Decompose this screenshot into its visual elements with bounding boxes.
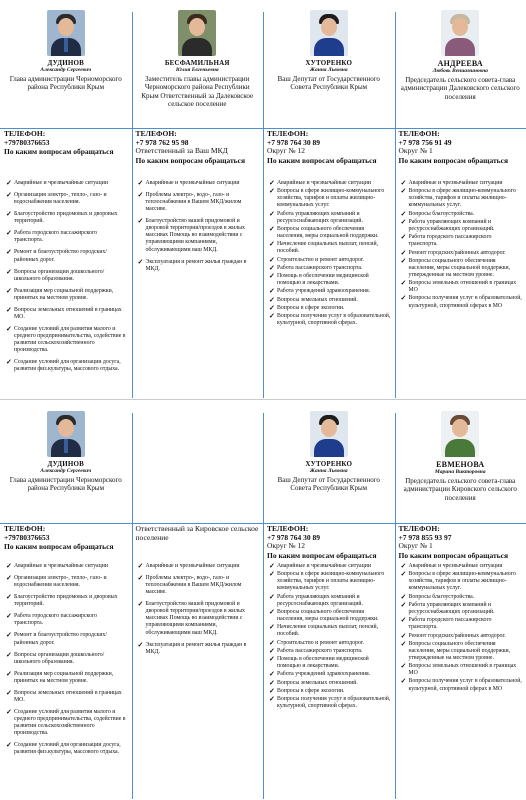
photo-body — [445, 439, 475, 457]
questions-heading: По каким вопросам обращаться — [4, 147, 114, 157]
topic-item: ✓ Реализация мер социальной поддержки, принятых на местном уровне. — [6, 288, 128, 302]
topic-item: ✓ Работа учреждений здравоохранения. — [269, 671, 391, 678]
topic-item: ✓ Ремонт и благоустройство городских/ районных дорог. — [6, 632, 128, 646]
person-photo — [47, 10, 85, 56]
topic-item: ✓ Вопросы социального обеспечения населения, меры социальной поддержки, утвержденные на местном уровне. — [401, 641, 523, 662]
card-header — [132, 401, 264, 531]
photo-face — [189, 18, 205, 36]
topic-item: ✓ Аварийные и чрезвычайные ситуации — [401, 563, 523, 570]
topic-item: ✓ Начисление социальных выплат, пенсий, пособий. — [269, 241, 391, 255]
card-header — [263, 0, 395, 130]
photo-tie — [64, 439, 68, 453]
topic-item: ✓ Вопросы социального обеспечения населения, меры социальной поддержки. — [269, 609, 391, 623]
questions-heading: По каким вопросам обращаться — [4, 542, 114, 552]
contact-card — [395, 0, 526, 398]
topic-item: ✓ Вопросы в сфере жилищно-коммунального хозяйства, тарифов и оплаты жилищно-коммунальных услуг. — [401, 571, 523, 592]
district-number: Округ № 12 — [267, 541, 305, 551]
topics-list — [401, 563, 523, 694]
topic-item: ✓ Вопросы в сфере жилищно-коммунального хозяйства, тарифов и оплаты жилищно-коммунальных услуг. — [401, 188, 523, 209]
contact-info — [267, 130, 391, 166]
topic-item: ✓ Эксплуатация и ремонт жилья граждан в МКД. — [138, 259, 260, 273]
questions-heading: По каким вопросам обращаться — [267, 550, 377, 560]
topic-item: ✓ Ремонт и благоустройство городских/ районных дорог. — [6, 249, 128, 263]
person-photo — [310, 10, 348, 56]
person-patronymic: Любовь Вениаминовна — [432, 68, 488, 74]
contacts-section-1 — [0, 0, 526, 398]
phone-number[interactable]: +7 978 756 91 49 — [398, 137, 452, 147]
person-name: ДУДИНОВ — [47, 59, 85, 67]
person-role: Председатель сельского совета-глава администрации Далековского сельского поселения — [400, 76, 520, 101]
topics-list — [138, 563, 260, 661]
photo-face — [321, 18, 337, 36]
phone-number[interactable]: +79780376653 — [4, 532, 50, 542]
topic-item: ✓ Создание условий для развития малого и среднего предпринимательства, содействие в развитии сельскохозяйственного производства. — [6, 326, 128, 354]
section-divider — [0, 399, 526, 400]
topics-list — [138, 180, 260, 278]
contact-info — [399, 130, 523, 166]
phone-number[interactable]: +7 978 764 30 89 — [267, 532, 321, 542]
topic-item: ✓ Создание условий для организации досуга, развития физ.культуры, массового отдыха. — [6, 359, 128, 373]
topic-item: ✓ Вопросы в сфере жилищно-коммунального хозяйства, тарифов и оплаты жилищно-коммунальных услуг. — [269, 188, 391, 209]
topic-item: ✓ Эксплуатация и ремонт жилья граждан в МКД. — [138, 642, 260, 656]
contact-card — [0, 401, 132, 799]
contact-info — [136, 130, 260, 166]
photo-face — [452, 419, 468, 437]
topics-list — [269, 563, 391, 711]
contacts-section-2 — [0, 401, 526, 799]
topic-item: ✓ Реализация мер социальной поддержки, принятых на местном уровне. — [6, 671, 128, 685]
topic-item: ✓ Помощь в обеспечении медицинской помощью и лекарствами. — [269, 656, 391, 670]
person-role: Глава администрации Черноморского района Республики Крым — [9, 476, 122, 493]
person-role: Глава администрации Черноморского района Республики Крым — [9, 75, 122, 92]
contact-info — [399, 525, 523, 561]
person-patronymic: Александр Сергеевич — [40, 67, 92, 73]
topic-item: ✓ Вопросы земельных отношений в границах МО. — [6, 307, 128, 321]
contact-info — [4, 130, 128, 157]
person-patronymic: Александр Сергеевич — [40, 468, 92, 474]
topic-item: ✓ Вопросы в сфере экологии. — [269, 305, 391, 312]
topic-item: ✓ Вопросы земельных отношений. — [269, 680, 391, 687]
topic-item: ✓ Работа городского пассажирского транспорта. — [401, 617, 523, 631]
contact-card — [395, 401, 526, 799]
contact-card — [132, 0, 264, 398]
topic-item: ✓ Вопросы получения услуг в образовательной, культурной, спортивной сферах. — [269, 313, 391, 327]
person-role: Председатель сельского совета-глава администрации Кировского сельского поселения — [403, 477, 517, 502]
topic-item: ✓ Работа учреждений здравоохранения. — [269, 288, 391, 295]
phone-number[interactable]: +79780376653 — [4, 137, 50, 147]
topic-item: ✓ Вопросы земельных отношений. — [269, 297, 391, 304]
topic-item: ✓ Начисление социальных выплат, пенсий, пособий. — [269, 624, 391, 638]
phone-number[interactable]: +7 978 764 30 89 — [267, 137, 321, 147]
topic-item: ✓ Аварийные и чрезвычайные ситуации — [6, 180, 128, 187]
person-photo — [47, 411, 85, 457]
topic-item: ✓ Вопросы земельных отношений в границах МО — [401, 663, 523, 677]
person-patronymic: Жанна Львовна — [309, 67, 348, 73]
person-name: ХУТОРЕНКО — [305, 59, 353, 67]
topic-item: ✓ Работа городского пассажирского транспорта. — [401, 234, 523, 248]
photo-face — [321, 419, 337, 437]
topics-list — [401, 180, 523, 311]
phone-label: ТЕЛЕФОН: — [4, 129, 46, 138]
topic-item: ✓ Работа городского пассажирского транспорта. — [6, 230, 128, 244]
photo-body — [445, 38, 475, 56]
topic-item: ✓ Организация электро-, тепло-, газо- и водоснабжения населения. — [6, 192, 128, 206]
topic-item: ✓ Аварийные и чрезвычайные ситуации — [269, 180, 391, 187]
topic-item: ✓ Работа городского пассажирского транспорта. — [6, 613, 128, 627]
topic-item: ✓ Строительство и ремонт автодорог. — [269, 640, 391, 647]
topic-item: ✓ Проблемы электро-, водо-, газо- и теплоснабжения в Вашем МКД/жилом массиве. — [138, 192, 260, 213]
person-name: АНДРЕЕВА — [437, 59, 483, 68]
district-number: Округ № 12 — [267, 146, 305, 156]
topic-item: ✓ Создание условий для организации досуга, развития физ.культуры, массового отдыха. — [6, 742, 128, 756]
topic-item: ✓ Вопросы земельных отношений в границах МО. — [6, 690, 128, 704]
phone-number[interactable]: +7 978 762 95 98 — [135, 137, 189, 147]
topic-item: ✓ Работа управляющих компаний и ресурсоснабжающих организаций. — [269, 211, 391, 225]
contact-card — [263, 0, 395, 398]
topic-item: ✓ Работа управляющих компаний и ресурсоснабжающих организаций. — [269, 594, 391, 608]
topic-item: ✓ Благоустройство вашей придомовой и дворовой территории/проездов в жилых массивах Помощь во взаимодействии с управляющими компаниями, обслуживающими ваш МКД. — [138, 601, 260, 636]
person-photo — [441, 411, 479, 457]
photo-body — [182, 38, 212, 56]
questions-heading: По каким вопросам обращаться — [135, 155, 246, 165]
phone-label: ТЕЛЕФОН: — [135, 129, 177, 138]
person-photo — [178, 10, 216, 56]
card-header — [395, 401, 526, 531]
photo-body — [314, 38, 344, 56]
card-header — [0, 401, 132, 531]
responsible-note: Ответственный за Ваш МКД — [135, 146, 228, 156]
topics-list — [6, 563, 128, 761]
topic-item: ✓ Благоустройство вашей придомовой и дворовой территории/проездов в жилых массивах Помощь во взаимодействии с управляющими компаниями, обслуживающими ваш МКД. — [138, 218, 260, 253]
questions-heading: По каким вопросам обращаться — [267, 155, 377, 165]
contact-info — [136, 525, 260, 542]
photo-face — [452, 18, 468, 36]
card-header — [0, 0, 132, 130]
person-patronymic: Жанна Львовна — [309, 468, 348, 474]
person-name: ДУДИНОВ — [47, 460, 85, 468]
card-header — [132, 0, 264, 130]
contact-info — [267, 525, 391, 561]
topic-item: ✓ Работа управляющих компаний и ресурсоснабжающих организаций. — [401, 602, 523, 616]
card-header — [395, 0, 526, 130]
person-photo — [310, 411, 348, 457]
topic-item: ✓ Вопросы благоустройства. — [401, 211, 523, 218]
contact-info — [4, 525, 128, 552]
phone-number[interactable]: +7 978 855 93 97 — [398, 532, 452, 542]
person-role: Заместитель главы администрации Черноморского района Республики Крым Ответственный за Далековское сельское поселение — [141, 75, 254, 108]
topic-item: ✓ Вопросы социального обеспечения населения, меры социальной поддержки. — [269, 226, 391, 240]
person-name: ХУТОРЕНКО — [305, 460, 353, 468]
topic-item: ✓ Вопросы благоустройства. — [401, 594, 523, 601]
topic-item: ✓ Благоустройство придомовых и дворовых территорий. — [6, 211, 128, 225]
phone-label: ТЕЛЕФОН: — [398, 129, 440, 138]
topic-item: ✓ Проблемы электро-, водо-, газо- и теплоснабжения в Вашем МКД/жилом массиве. — [138, 575, 260, 596]
person-photo — [441, 10, 479, 56]
topic-item: ✓ Вопросы получения услуг в образовательной, культурной, спортивной сферах. — [269, 696, 391, 710]
phone-label: ТЕЛЕФОН: — [267, 524, 309, 533]
topic-item: ✓ Вопросы в сфере жилищно-коммунального хозяйства, тарифов и оплаты жилищно-коммунальных услуг. — [269, 571, 391, 592]
topic-item: ✓ Вопросы получения услуг в образовательной, культурной, спортивной сферах в МО — [401, 678, 523, 692]
person-role: Ваш Депутат от Государственного Совета Республики Крым — [277, 75, 380, 92]
topic-item: ✓ Аварийные и чрезвычайные ситуации — [401, 180, 523, 187]
topic-item: ✓ Ремонт городских/районных автодорог. — [401, 250, 523, 257]
topic-item: ✓ Аварийные и чрезвычайные ситуации — [138, 563, 260, 570]
contact-card — [132, 401, 264, 799]
phone-label: ТЕЛЕФОН: — [4, 524, 46, 533]
topic-item: ✓ Ремонт городских/районных автодорог. — [401, 633, 523, 640]
person-name: БЕСФАМИЛЬНАЯ — [164, 59, 230, 67]
topics-list — [6, 180, 128, 378]
topic-item: ✓ Вопросы социального обеспечения населения, меры социальной поддержки, утвержденные на местном уровне. — [401, 258, 523, 279]
topic-item: ✓ Создание условий для развития малого и среднего предпринимательства, содействие в развитии сельскохозяйственного производства. — [6, 709, 128, 737]
topic-item: ✓ Работа пассажирского транспорта. — [269, 648, 391, 655]
district-number: Округ № 1 — [398, 146, 433, 156]
person-patronymic: Юлия Евгеньевна — [175, 67, 219, 73]
topic-item: ✓ Помощь в обеспечении медицинской помощью и лекарствами. — [269, 273, 391, 287]
questions-heading: По каким вопросам обращаться — [398, 155, 509, 165]
topic-item: ✓ Аварийные и чрезвычайные ситуации — [6, 563, 128, 570]
topic-item: ✓ Аварийные и чрезвычайные ситуации — [269, 563, 391, 570]
topic-item: ✓ Вопросы получения услуг в образовательной, культурной, спортивной сферах в МО — [401, 295, 523, 309]
photo-body — [314, 439, 344, 457]
contact-card — [263, 401, 395, 799]
topic-item: ✓ Строительство и ремонт автодорог. — [269, 257, 391, 264]
topic-item: ✓ Вопросы земельных отношений в границах МО — [401, 280, 523, 294]
photo-tie — [64, 38, 68, 52]
topics-list — [269, 180, 391, 328]
district-number: Округ № 1 — [398, 541, 433, 551]
photo-face — [58, 419, 74, 437]
topic-item: ✓ Организация электро-, тепло-, газо- и водоснабжения населения. — [6, 575, 128, 589]
person-patronymic: Марина Викторовна — [434, 469, 486, 475]
topic-item: ✓ Благоустройство придомовых и дворовых территорий. — [6, 594, 128, 608]
phone-label: ТЕЛЕФОН: — [267, 129, 309, 138]
topic-item: ✓ Работа пассажирского транспорта. — [269, 265, 391, 272]
topic-item: ✓ Вопросы в сфере экологии. — [269, 688, 391, 695]
topic-item: ✓ Вопросы организации дошкольного/ школьного образования. — [6, 269, 128, 283]
person-name: ЕВМЕНОВА — [436, 460, 485, 469]
responsible-note: Ответственный за Кировское сельское поселение — [135, 524, 259, 542]
topic-item: ✓ Работа управляющих компаний и ресурсоснабжающих организаций. — [401, 219, 523, 233]
topic-item: ✓ Аварийные и чрезвычайные ситуации — [138, 180, 260, 187]
contact-card — [0, 0, 132, 398]
phone-label: ТЕЛЕФОН: — [398, 524, 440, 533]
card-header — [263, 401, 395, 531]
person-role: Ваш Депутат от Государственного Совета Республики Крым — [277, 476, 380, 493]
questions-heading: По каким вопросам обращаться — [398, 550, 509, 560]
topic-item: ✓ Вопросы организации дошкольного/ школьного образования. — [6, 652, 128, 666]
photo-face — [58, 18, 74, 36]
